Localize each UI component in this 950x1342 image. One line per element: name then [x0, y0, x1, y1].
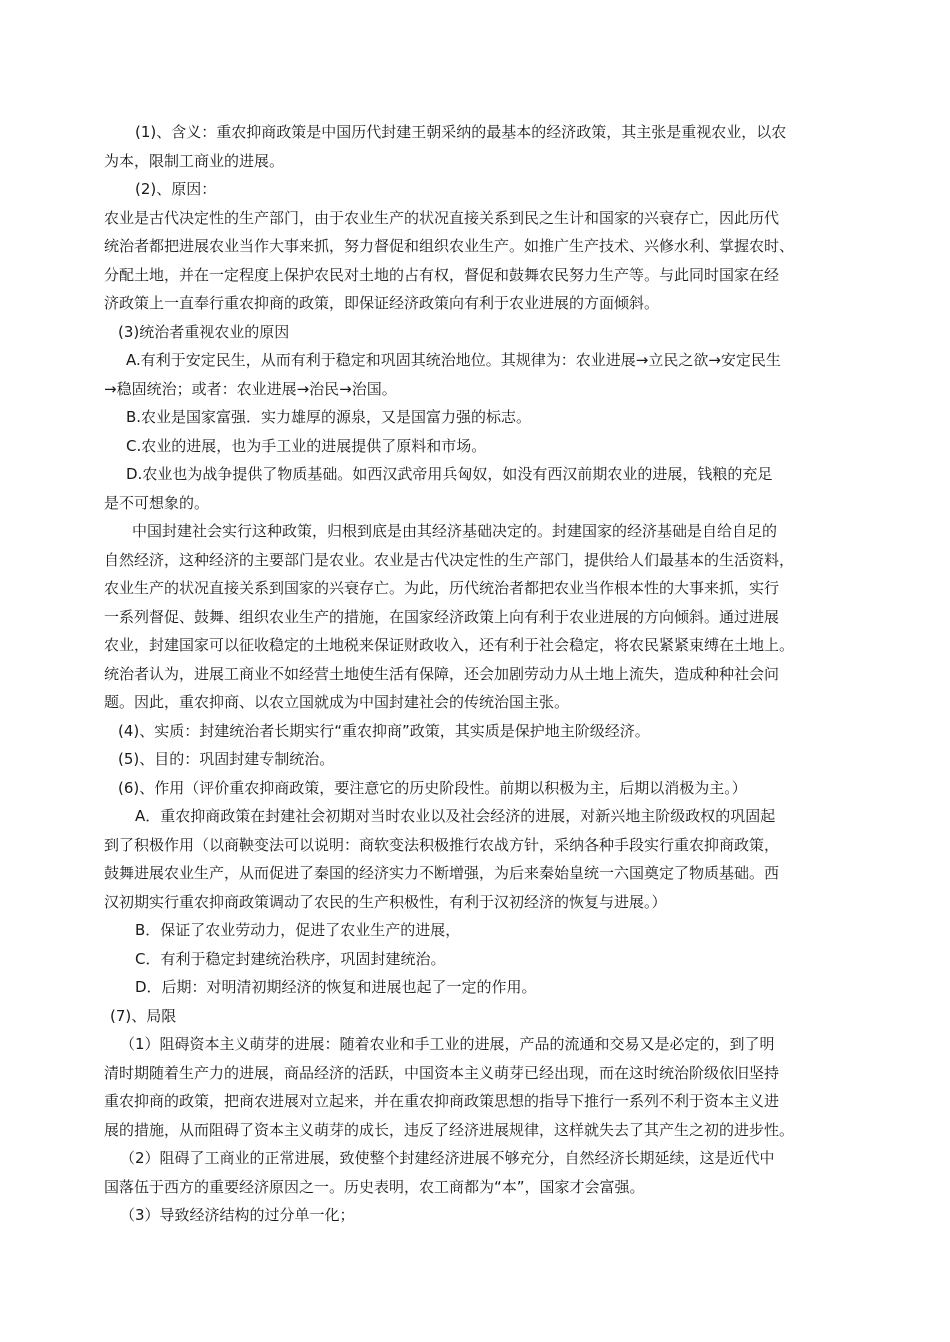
text-line: （2）阻碍了工商业的正常进展，致使整个封建经济进展不够充分，自然经济长期延续，这是近代中	[120, 1149, 775, 1167]
text-line: 统治者都把进展农业当作大事来抓，努力督促和组织农业生产。如推广生产技术、兴修水利、掌握农时、	[104, 237, 795, 255]
text-line: 济政策上一直奉行重农抑商的政策，即保证经济政策向有利于农业进展的方面倾斜。	[104, 294, 660, 312]
text-line: (1)、含义：重农抑商政策是中国历代封建王朝采纳的最基本的经济政策，其主张是重视农业，以农	[135, 123, 787, 141]
text-line: 中国封建社会实行这种政策，归根到底是由其经济基础决定的。封建国家的经济基础是自给自足的	[132, 522, 778, 540]
text-line: 统治者认为，进展工商业不如经营土地使生活有保障，还会加剧劳动力从土地上流失，造成种种社会问	[104, 664, 780, 683]
text-line: （3）导致经济结构的过分单一化；	[120, 1206, 355, 1224]
text-line: 清时期随着生产力的进展，商品经济的活跃，中国资本主义萌芽已经出现，而在这时统治阶级依旧坚持	[104, 1063, 780, 1082]
text-line: →稳固统治；或者：农业进展→治民→治国。	[104, 379, 397, 398]
text-line: 国落伍于西方的重要经济原因之一。历史表明，农工商都为“本”，国家才会富强。	[104, 1177, 645, 1196]
text-line: (4)、实质：封建统治者长期实行“重农抑商”政策，其实质是保护地主阶级经济。	[118, 721, 650, 740]
text-line: 自然经济，这种经济的主要部门是农业。农业是古代决定性的生产部门，提供给人们最基本的生活资料，	[104, 550, 795, 569]
text-line: 分配土地，并在一定程度上保护农民对土地的占有权，督促和鼓舞农民努力生产等。与此同时国家在经	[104, 265, 780, 284]
text-line: 汉初期实行重农抑商政策调动了农民的生产积极性，有利于汉初经济的恢复与进展。）	[104, 892, 667, 911]
text-line: (6)、作用（评价重农抑商政策，要注意它的历史阶段性。前期以积极为主，后期以消极为主。）	[118, 778, 747, 797]
text-line: 一系列督促、鼓舞、组织农业生产的措施，在国家经济政策上向有利于农业进展的方向倾斜。通过进展	[104, 607, 780, 626]
text-line: (7)、局限	[110, 1006, 177, 1025]
text-line: C．有利于稳定封建统治秩序，巩固封建统治。	[135, 949, 446, 968]
text-line: 是不可想象的。	[104, 493, 210, 512]
text-line: （1）阻碍资本主义萌芽的进展：随着农业和手工业的进展，产品的流通和交易又是必定的，到了明	[120, 1035, 775, 1053]
text-line: A.有利于安定民生，从而有利于稳定和巩固其统治地位。其规律为：农业进展→立民之欲→安定民生	[126, 351, 781, 369]
text-line: A．重农抑商政策在封建社会初期对当时农业以及社会经济的进展，对新兴地主阶级政权的巩固起	[135, 807, 776, 825]
text-line: D.农业也为战争提供了物质基础。如西汉武帝用兵匈奴，如没有西汉前期农业的进展，钱粮的充足	[126, 465, 773, 483]
text-line: 农业，封建国家可以征收稳定的土地税来保证财政收入，还有利于社会稳定，将农民紧紧束缚在土地上。	[104, 636, 795, 654]
text-line: C.农业的进展，也为手工业的进展提供了原料和市场。	[126, 436, 487, 455]
text-line: 鼓舞进展农业生产，从而促进了秦国的经济实力不断增强，为后来秦始皇统一六国奠定了物质基础。西	[104, 864, 780, 882]
text-line: 农业是古代决定性的生产部门，由于农业生产的状况直接关系到民之生计和国家的兴衰存亡，因此历代	[104, 208, 780, 227]
document-body	[104, 118, 846, 1230]
text-line: (5)、目的：巩固封建专制统治。	[118, 750, 335, 768]
text-line: (2)、原因：	[135, 180, 217, 198]
text-line: 到了积极作用（以商鞅变法可以说明：商软变法积极推行农战方针，采纳各种手段实行重农抑商政策，	[104, 835, 780, 854]
text-line: 为本，限制工商业的进展。	[104, 151, 285, 170]
text-line: 重农抑商的政策，把商农进展对立起来，并在重农抑商政策思想的指导下推行一系列不利于资本主义进	[104, 1092, 780, 1110]
text-line: 展的措施，从而阻碍了资本主义萌芽的成长，违反了经济进展规律，这样就失去了其产生之初的进步性。	[104, 1120, 795, 1139]
text-line: D．后期：对明清初期经济的恢复和进展也起了一定的作用。	[135, 978, 537, 996]
text-line: 农业生产的状况直接关系到国家的兴衰存亡。为此，历代统治者都把农业当作根本性的大事来抓，实行	[104, 579, 780, 597]
text-line: 题。因此，重农抑商、以农立国就成为中国封建社会的传统治国主张。	[104, 693, 570, 711]
text-line: B.农业是国家富强．实力雄厚的源泉，又是国富力强的标志。	[126, 408, 532, 426]
text-line: (3)统治者重视农业的原因	[118, 322, 290, 341]
text-line: B．保证了农业劳动力，促进了农业生产的进展，	[135, 921, 461, 939]
